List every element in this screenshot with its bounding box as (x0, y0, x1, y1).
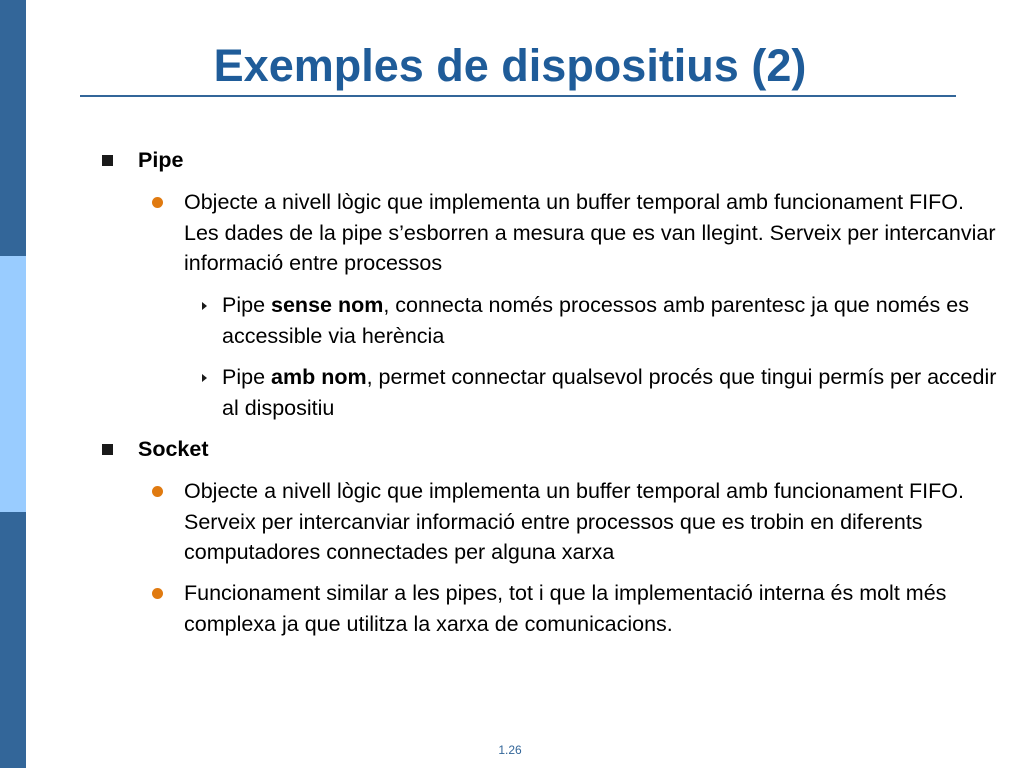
bullet-text: Objecte a nivell lògic que implementa un buffer temporal amb funcionament FIFO. Les dades de la pipe s’esborren a mesura que es van llegint. Serveix per intercanviar informació entre processos (184, 190, 996, 275)
arrow-bullet-icon (202, 374, 207, 382)
round-bullet-icon (152, 486, 163, 497)
bullet-text: Objecte a nivell lògic que implementa un buffer temporal amb funcionament FIFO. Serveix per intercanviar informació entre processos que es trobin en diferents computadores connectades per alguna xarxa (184, 479, 964, 564)
section-heading-text: Socket (138, 437, 209, 461)
page-number: 1.26 (498, 743, 522, 757)
bullet-item (184, 578, 1004, 639)
sub-bullet-bold-term: amb nom (271, 365, 367, 389)
sub-bullet-item (222, 290, 1002, 351)
section-heading-text: Pipe (138, 148, 184, 172)
sub-bullet-item (222, 362, 1002, 423)
round-bullet-icon (152, 588, 163, 599)
arrow-bullet-icon (202, 302, 207, 310)
square-bullet-icon (102, 155, 113, 166)
bullet-text: Funcionament similar a les pipes, tot i que la implementació interna és molt més complexa ja que utilitza la xarxa de comunicacions. (184, 581, 947, 636)
sub-bullet-text-start: Pipe (222, 293, 272, 317)
bullet-item (184, 476, 1004, 568)
bullet-item (184, 187, 1004, 279)
round-bullet-icon (152, 197, 163, 208)
slide-title: Exemples de dispositius (2) (213, 40, 807, 91)
sub-bullet-bold-term: sense nom (271, 293, 384, 317)
section-heading-socket (138, 434, 998, 465)
section-heading-pipe (138, 145, 998, 176)
square-bullet-icon (102, 444, 113, 455)
sub-bullet-text-start: Pipe (222, 365, 272, 389)
sub-bullet-text-end: , permet connectar qualsevol procés que tingui permís per accedir al dispositiu (222, 365, 997, 420)
sub-bullet-text-end: , connecta només processos amb parentesc ja que només es accessible via herència (222, 293, 969, 348)
